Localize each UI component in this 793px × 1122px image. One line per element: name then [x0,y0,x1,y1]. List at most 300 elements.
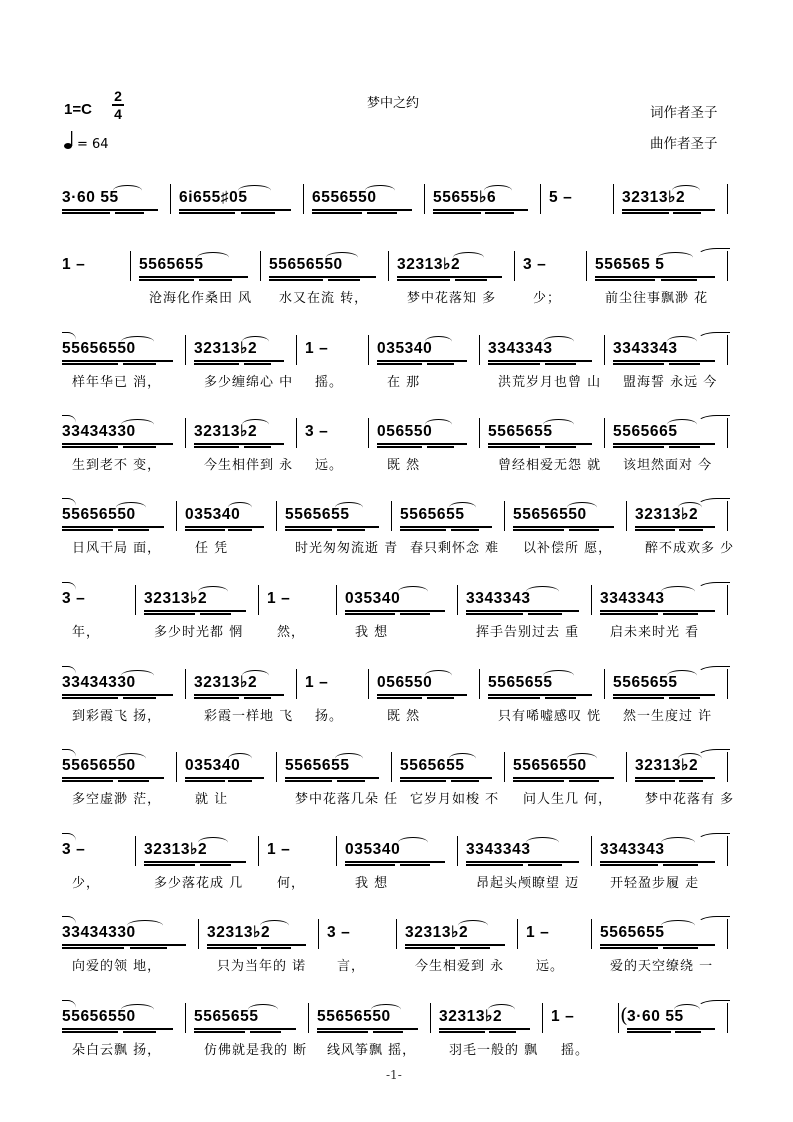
tie [697,666,730,679]
beam-eighth [62,443,173,445]
measure-notes: 3343343 [466,590,531,607]
tie [697,1000,730,1013]
beam-eighth [269,276,376,278]
measure-notes: 55656550 [317,1008,391,1025]
lyric-line: 既 然 [387,458,421,473]
measure-notes: 32313♭2 [439,1008,503,1025]
meter-denominator: 4 [114,105,122,122]
barline [296,418,297,448]
beam-sixteenth [600,864,658,866]
beam-sixteenth [663,947,698,949]
measure [400,505,498,529]
tie [62,582,76,595]
beam-sixteenth [367,212,397,214]
beam-eighth [377,360,467,362]
tie [62,833,76,846]
tie [697,582,730,595]
beam-sixteenth [669,446,700,448]
barline [613,184,614,214]
quarter-note-icon [64,130,74,154]
barline [591,836,592,866]
lyric-line: 问人生几 何， [523,792,613,807]
beam-eighth [488,443,592,445]
slur [398,837,428,848]
beam-sixteenth [675,1031,701,1033]
tempo-value: = 64 [77,137,109,152]
lyric-line: 任 凭 [195,541,229,556]
slur [458,920,488,931]
lyric-line: 在 那 [387,375,421,390]
beam-sixteenth [613,446,664,448]
beam-sixteenth [455,279,487,281]
lyric-line: 多少缠绵心 中 [204,375,294,390]
beam-eighth [488,694,592,696]
measure-notes: 5565665 [613,423,678,440]
measure-notes: 55656550 [269,256,343,273]
beam-sixteenth [485,212,514,214]
key-signature: 1=C [64,101,92,118]
barline [457,585,458,615]
measure [62,505,170,529]
lyric-line: 少， [72,876,101,891]
measure [207,923,312,947]
beam-sixteenth [118,780,149,782]
slur [121,1004,154,1015]
barline [368,669,369,699]
measure [285,756,385,780]
slur [449,502,476,513]
measure [397,255,508,279]
beam-sixteenth [244,697,271,699]
measure-notes: 5565655 [488,674,553,691]
lyric-line: 我 想 [355,876,389,891]
beam-eighth [62,1028,173,1030]
measure-notes: 035340 [377,340,433,357]
barline [504,752,505,782]
beam-eighth [185,526,264,528]
beam-sixteenth [397,279,450,281]
measure [317,1007,424,1031]
beam-sixteenth [241,212,275,214]
slur [335,753,363,764]
lyric-line: 今生相伴到 永 [204,458,294,473]
measure-notes: 1 – [305,674,329,691]
measure-notes: 3343343 [613,340,678,357]
barline [591,919,592,949]
beam-sixteenth [62,529,113,531]
barline [396,919,397,949]
lyric-line: 时光匆匆流逝 青 [295,541,399,556]
lyric-line: 摇。 [561,1043,590,1058]
measure-notes: 3·60 55 [627,1008,684,1025]
lyric-line: 该坦然面对 今 [623,458,713,473]
measure-notes: 3 – [62,590,86,607]
slur [127,920,163,931]
slur [398,586,428,597]
beam-sixteenth [427,446,454,448]
beam-sixteenth [622,212,669,214]
barline [130,251,131,281]
slur [661,837,695,848]
measure [267,589,330,613]
measure [400,756,498,780]
measure [62,756,170,780]
measure [488,673,598,697]
beam-sixteenth [244,446,271,448]
lyric-line: 摇。 [315,375,344,390]
beam-sixteenth [328,279,360,281]
barline [176,752,177,782]
beam-sixteenth [337,529,365,531]
measure [312,188,418,212]
measure [62,339,179,363]
lyric-line: 以补偿所 愿， [523,541,613,556]
measure [622,188,721,212]
beam-eighth [397,276,502,278]
lyric-line: 年， [72,625,101,640]
tie [62,666,76,679]
barline [517,919,518,949]
beam-sixteenth [545,446,576,448]
measure-notes: 1 – [267,590,291,607]
measure-notes: 55656550 [62,340,136,357]
measure [345,840,451,864]
beam-sixteenth [207,947,257,949]
lyric-line: 羽毛一般的 飘 [449,1043,539,1058]
slur [661,586,695,597]
slur [116,502,146,513]
slur [567,753,597,764]
beam-sixteenth [62,446,118,448]
beam-sixteenth [337,780,365,782]
measure-notes: 3343343 [600,841,665,858]
measure-notes: 5565655 [613,674,678,691]
barline [479,335,480,365]
beam-sixteenth [123,697,156,699]
time-signature [112,89,124,121]
measure-notes: 1 – [267,841,291,858]
barline [430,1003,431,1033]
beam-eighth [62,209,158,211]
measure [194,1007,302,1031]
measure-notes: 32313♭2 [405,924,469,941]
measure-notes: 5565655 [400,757,465,774]
slur [121,419,154,430]
tempo-marking [64,130,109,154]
beam-sixteenth [528,864,562,866]
barline [185,335,186,365]
tie [697,749,730,762]
slur [543,419,574,430]
measure [513,756,620,780]
beam-eighth [312,209,412,211]
slur [198,586,228,597]
slur [365,185,395,196]
tie [697,833,730,846]
slur [543,336,574,347]
measure [466,840,585,864]
lyric-line: 既 然 [387,709,421,724]
slur [488,1004,515,1015]
measure [433,188,534,212]
measure-notes: 3 – [305,423,329,440]
beam-sixteenth [433,212,481,214]
beam-sixteenth [244,363,271,365]
lyric-line: 梦中花落几朵 任 [295,792,399,807]
measure-notes: 035340 [185,506,241,523]
beam-sixteenth [669,697,700,699]
beam-sixteenth [285,780,332,782]
measure [513,505,620,529]
barline [479,418,480,448]
measure [62,1007,179,1031]
measure-notes: 5565655 [285,506,350,523]
lyric-line: 向爱的领 地， [72,959,162,974]
barline [479,669,480,699]
measure [62,673,179,697]
score-system [0,1003,793,1067]
beam-sixteenth [460,947,490,949]
barline [727,184,728,214]
measure-notes: 32313♭2 [635,757,699,774]
beam-eighth [600,944,715,946]
beam-eighth [144,861,246,863]
measure [185,756,270,780]
score-system [0,251,793,315]
measure [62,422,179,446]
measure-notes: 5565655 [194,1008,259,1025]
measure [377,422,473,446]
tie [697,415,730,428]
measure-notes: 5565655 [400,506,465,523]
beam-sixteenth [345,864,395,866]
lyric-line: 只为当年的 诺 [217,959,307,974]
measure [179,188,297,212]
lyric-line: 我 想 [355,625,389,640]
tie [62,749,76,762]
beam-sixteenth [400,864,430,866]
measure-notes: 1 – [526,924,550,941]
measure-notes: 3343343 [466,841,531,858]
measure-notes: 32313♭2 [144,590,208,607]
beam-eighth [600,861,715,863]
lyric-line: 它岁月如梭 不 [410,792,500,807]
beam-sixteenth [489,1031,516,1033]
barline [260,251,261,281]
tie [697,248,730,261]
barline [540,184,541,214]
tie [62,498,76,511]
beam-sixteenth [451,780,479,782]
beam-sixteenth [144,613,195,615]
beam-eighth [194,694,284,696]
beam-sixteenth [261,947,291,949]
beam-eighth [513,526,614,528]
song-title: 梦中之约 [367,96,420,111]
beam-sixteenth [400,613,430,615]
beam-eighth [613,443,715,445]
beam-eighth [466,861,579,863]
measure-notes: 32313♭2 [194,340,258,357]
lyric-line: 挥手告别过去 重 [476,625,580,640]
barline [303,184,304,214]
barline [336,836,337,866]
measure [377,673,473,697]
slur [260,920,289,931]
barline [504,501,505,531]
beam-eighth [144,610,246,612]
lyric-line: 醉不成欢多 少 [645,541,735,556]
barline [591,585,592,615]
tie [697,916,730,929]
slur [113,185,142,196]
barline [391,501,392,531]
barline [276,501,277,531]
beam-sixteenth [228,529,252,531]
measure [305,673,362,697]
beam-eighth [179,209,291,211]
beam-sixteenth [513,780,564,782]
measure-notes: 32313♭2 [144,841,208,858]
beam-sixteenth [635,780,675,782]
beam-eighth [635,526,715,528]
beam-sixteenth [439,1031,485,1033]
beam-eighth [62,526,164,528]
measure-notes: 056550 [377,674,433,691]
beam-sixteenth [600,613,658,615]
measure [523,255,580,279]
measure-notes: 5565655 [600,924,665,941]
barline [626,501,627,531]
measure [144,840,252,864]
beam-sixteenth [613,697,664,699]
beam-sixteenth [600,947,658,949]
beam-eighth [139,276,248,278]
measure [488,339,598,363]
measure-notes: 5565655 [139,256,204,273]
slur [335,502,363,513]
beam-eighth [62,360,173,362]
beam-eighth [600,610,715,612]
lyricist-credit: 词作者圣子 [650,105,718,121]
beam-sixteenth [377,446,422,448]
beam-eighth [377,443,467,445]
lyric-line: 水又在流 转， [279,291,369,306]
beam-sixteenth [194,697,239,699]
slur [667,670,697,681]
lyric-line: 生到老不 变， [72,458,162,473]
lyric-line: 昂起头颅瞭望 迈 [476,876,580,891]
meter-numerator: 2 [114,88,122,104]
measure-notes: 33434330 [62,674,136,691]
slur [658,252,693,263]
measure [305,422,362,446]
slur [425,336,452,347]
lyric-line: 前尘往事飘渺 花 [605,291,709,306]
beam-sixteenth [488,446,540,448]
measure-notes: 3·60 55 [62,189,119,206]
score-system [0,669,793,733]
beam-eighth [622,209,715,211]
beam-sixteenth [613,363,664,365]
beam-eighth [194,443,284,445]
slur [121,670,154,681]
measure [194,673,290,697]
beam-sixteenth [427,363,454,365]
beam-eighth [207,944,306,946]
beam-sixteenth [118,529,149,531]
measure-notes: 556565 5 [595,256,665,273]
slur [326,252,358,263]
measure-notes: 33434330 [62,423,136,440]
beam-eighth [405,944,505,946]
lyric-line: 然一生度过 许 [623,709,713,724]
measure [62,923,192,947]
measure-notes: 1 – [551,1008,575,1025]
barline [626,752,627,782]
score-system [0,184,793,248]
score-system [0,919,793,983]
measure [269,255,382,279]
lyric-line: 少； [533,291,562,306]
measure-notes: 33434330 [62,924,136,941]
barline [185,669,186,699]
score-system [0,752,793,816]
slur [543,670,574,681]
lyric-line: 只有唏嘘感叹 恍 [498,709,602,724]
beam-sixteenth [405,947,455,949]
beam-sixteenth [488,363,540,365]
beam-sixteenth [451,529,479,531]
measure [551,1007,612,1031]
repeat-parenthesis: ( [620,1003,628,1027]
slur [526,586,559,597]
slur [242,419,269,430]
barline [336,585,337,615]
lyric-line: 梦中花落有 多 [645,792,735,807]
slur [371,1004,401,1015]
barline [424,184,425,214]
beam-sixteenth [377,363,422,365]
tie [62,1000,76,1013]
measure-notes: 3 – [523,256,547,273]
measure-notes: 55655♭6 [433,189,497,206]
measure-notes: 3343343 [488,340,553,357]
lyric-line: 样年华已 消， [72,375,162,390]
slur [425,419,452,430]
beam-eighth [377,694,467,696]
barline [388,251,389,281]
lyric-line: 彩霞一样地 飞 [204,709,294,724]
measure [345,589,451,613]
barline [198,919,199,949]
measure [267,840,330,864]
beam-sixteenth [62,212,110,214]
lyric-line: 开轻盈步履 走 [610,876,700,891]
barline [135,585,136,615]
beam-eighth [345,861,445,863]
lyric-line: 多少时光都 惘 [154,625,244,640]
lyric-line: 启未来时光 看 [610,625,700,640]
measure-notes: 5565655 [285,757,350,774]
beam-sixteenth [200,613,231,615]
measure-notes: 056550 [377,423,433,440]
beam-sixteenth [62,1031,118,1033]
barline [296,669,297,699]
measure-notes: 55656550 [62,1008,136,1025]
barline [185,1003,186,1033]
beam-eighth [62,944,186,946]
